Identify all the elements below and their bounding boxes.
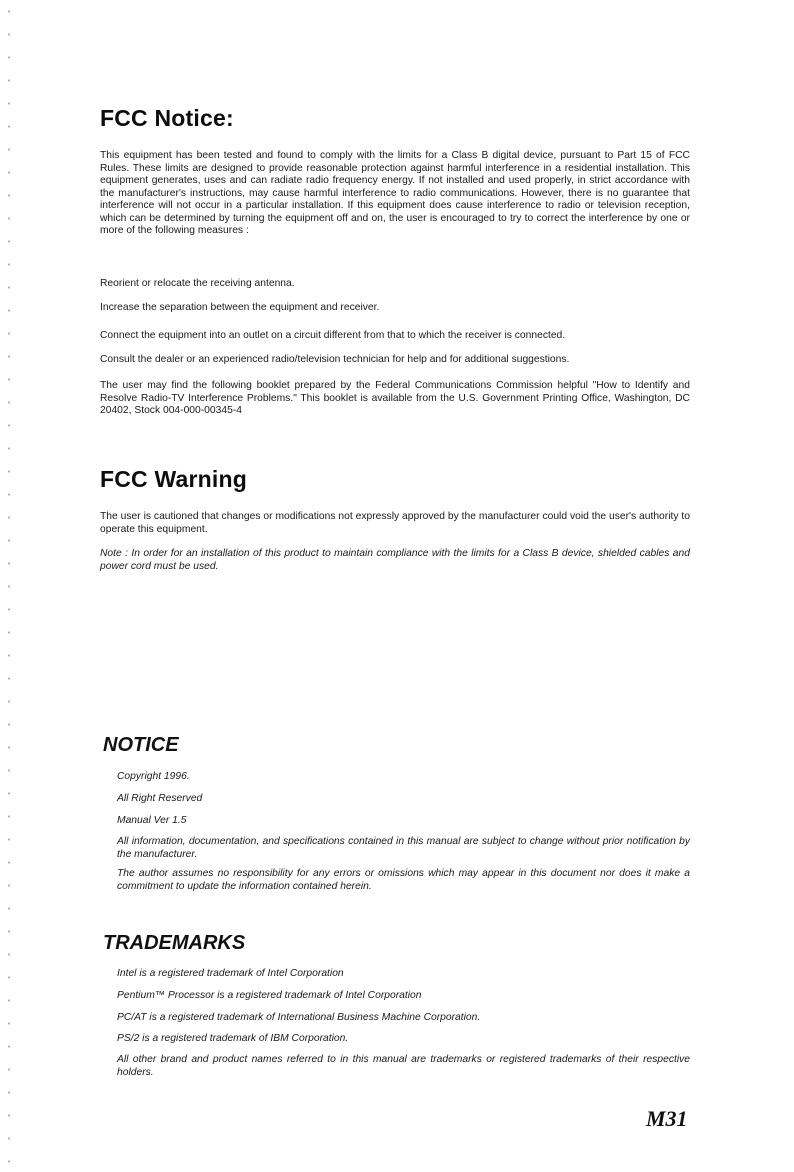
fcc-measure-1: Reorient or relocate the receiving antenna. [100, 278, 295, 289]
fcc-notice-body [100, 150, 690, 238]
trademark-intel: Intel is a registered trademark of Intel Corporation [117, 968, 344, 979]
trademark-other-brands: All other brand and product names referred to in this manual are trademarks or registered trademarks of their respective holders. [117, 1054, 690, 1078]
notice-item-2-block [117, 793, 690, 806]
fcc-measure-1-block [100, 278, 690, 291]
notice-item-3-block [117, 815, 690, 828]
binding-edge-marks [4, 0, 18, 1172]
notice-item-1-block [117, 771, 690, 784]
fcc-notice-section [100, 105, 690, 132]
fcc-measure-4-block [100, 354, 690, 367]
fcc-measure-3-block [100, 330, 690, 343]
notice-rights: All Right Reserved [117, 793, 203, 804]
trademark-item-4-block [117, 1033, 690, 1046]
trademark-pcat: PC/AT is a registered trademark of International Business Machine Corporation. [117, 1012, 481, 1023]
notice-copyright: Copyright 1996. [117, 771, 190, 782]
trademarks-section [103, 932, 693, 955]
notice-liability-statement: The author assumes no responsibility for any errors or omissions which may appear in this document nor does it make a commitment to update the information contained herein. [117, 868, 690, 892]
trademarks-heading: TRADEMARKS [103, 932, 246, 954]
fcc-measure-3: Connect the equipment into an outlet on a circuit different from that to which the receiver is connected. [100, 330, 566, 341]
fcc-warning-section [100, 466, 690, 493]
trademark-pentium: Pentium™ Processor is a registered trademark of Intel Corporation [117, 990, 422, 1001]
trademark-ps2: PS/2 is a registered trademark of IBM Corporation. [117, 1033, 349, 1044]
notice-item-5-block [117, 868, 690, 893]
fcc-measure-2: Increase the separation between the equipment and receiver. [100, 302, 380, 313]
fcc-warning-body [100, 511, 690, 536]
notice-item-4-block [117, 836, 690, 861]
fcc-measure-4: Consult the dealer or an experienced radio/television technician for help and for additional suggestions. [100, 354, 570, 365]
fcc-notice-heading: FCC Notice: [100, 105, 234, 131]
trademark-item-5-block [117, 1054, 690, 1079]
notice-heading: NOTICE [103, 734, 179, 756]
fcc-warning-note: Note : In order for an installation of this product to maintain compliance with the limits for a Class B device, shielded cables and power cord must be used. [100, 548, 690, 572]
fcc-booklet-block [100, 380, 690, 418]
fcc-warning-note-block [100, 548, 690, 573]
fcc-warning-heading: FCC Warning [100, 466, 247, 492]
fcc-measure-2-block [100, 302, 690, 315]
fcc-warning-text: The user is cautioned that changes or modifications not expressly approved by the manufacturer could void the user's authority to operate this equipment. [100, 511, 690, 535]
trademark-item-1-block [117, 968, 690, 981]
fcc-notice-intro: This equipment has been tested and found to comply with the limits for a Class B digital device, pursuant to Part 15 of FCC Rules. These limits are designed to provide reasonable protection against harmful interference in a residential installation. This equipment generates, uses and can radiate radio frequency energy. If not installed and used properly, in strict accordance with the manufacturer's instructions, may cause harmful interference to radio communications. However, there is no guarantee that interference will not occur in a particular installation. If this equipment does cause interference to radio or television reception, which can be determined by turning the equipment off and on, the user is encouraged to try to correct the interference by one or more of the following measures : [100, 150, 690, 236]
notice-manual-version: Manual Ver 1.5 [117, 815, 187, 826]
trademark-item-2-block [117, 990, 690, 1003]
fcc-booklet-text: The user may find the following booklet prepared by the Federal Communications Commission helpful "How to Identify and Resolve Radio-TV Interference Problems." This booklet is available from the U.S. Government Printing Office, Washington, DC 20402, Stock 004-000-00345-4 [100, 380, 690, 416]
notice-section [103, 734, 693, 757]
page-number: M31 [646, 1106, 688, 1131]
trademark-item-3-block [117, 1012, 690, 1025]
notice-change-statement: All information, documentation, and specifications contained in this manual are subject to change without prior notification by the manufacturer. [117, 836, 690, 860]
